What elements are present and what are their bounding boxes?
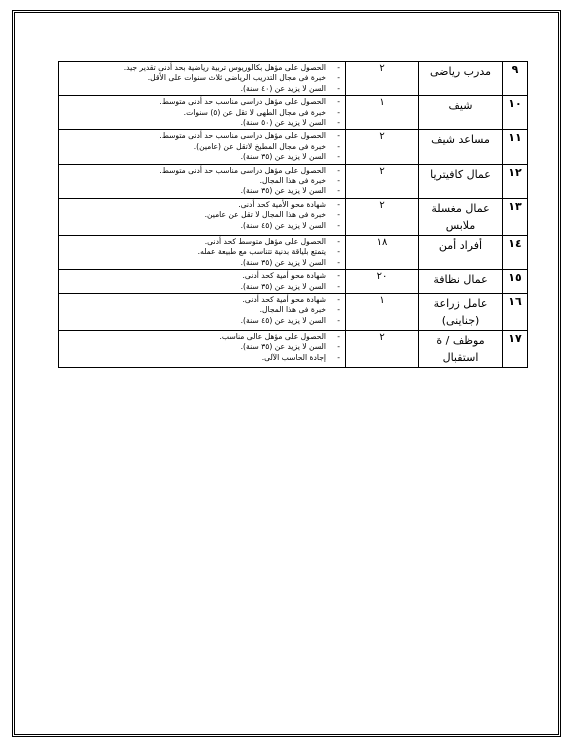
row-number: ١٥: [503, 270, 528, 294]
job-title: أفراد أمن: [419, 235, 503, 269]
requirement-item: - يتمتع بلياقة بدنية تتناسب مع طبيعة عمله.: [62, 247, 342, 257]
requirements-list: [62, 271, 342, 292]
requirements-cell: [59, 130, 346, 164]
job-title: مدرب رياضى: [419, 62, 503, 96]
requirements-list: [62, 332, 342, 363]
row-number: ١١: [503, 130, 528, 164]
requirement-item: - خبرة فى مجال الطهى لا تقل عن (٥) سنوات.: [62, 108, 342, 118]
row-number: ١٧: [503, 330, 528, 367]
job-title: مساعد شيف: [419, 130, 503, 164]
row-number: ١٠: [503, 96, 528, 130]
requirement-item: - السن لا يزيد عن (٤٠ سنة).: [62, 84, 342, 94]
requirements-list: [62, 131, 342, 162]
requirements-cell: [59, 235, 346, 269]
requirement-item: - الحصول على مؤهل بكالوريوس تربية رياضية بحد أدنى تقدير جيد.: [62, 63, 342, 73]
requirement-item: - السن لا يزيد عن (٤٥ سنة).: [62, 221, 342, 231]
requirement-item: - السن لا يزيد عن (٥٠ سنة).: [62, 118, 342, 128]
requirement-item: - السن لا يزيد عن (٣٥ سنة).: [62, 258, 342, 268]
requirements-cell: [59, 270, 346, 294]
requirement-item: - خبرة فى هذا المجال.: [62, 176, 342, 186]
requirement-item: - شهادة محو الأمية كحد أدنى.: [62, 200, 342, 210]
requirements-list: [62, 63, 342, 94]
requirement-item: - خبرة فى هذا المجال لا تقل عن عامين.: [62, 210, 342, 220]
requirements-cell: [59, 164, 346, 198]
table-row: [59, 62, 528, 96]
requirement-item: - خبرة فى مجال التدريب الرياضى ثلاث سنوات على الأقل.: [62, 73, 342, 83]
job-title: موظف / ة استقبال: [419, 330, 503, 367]
table-row: [59, 293, 528, 330]
row-number: ١٣: [503, 198, 528, 235]
requirements-list: [62, 237, 342, 268]
row-number: ١٦: [503, 293, 528, 330]
requirements-cell: [59, 330, 346, 367]
table-row: [59, 96, 528, 130]
job-title: شيف: [419, 96, 503, 130]
requirement-item: - الحصول على مؤهل دراسى مناسب حد أدنى متوسط.: [62, 97, 342, 107]
requirement-item: - خبرة فى هذا المجال.: [62, 305, 342, 315]
position-count: ٢: [346, 62, 419, 96]
requirements-cell: [59, 198, 346, 235]
row-number: ١٤: [503, 235, 528, 269]
requirement-item: - شهادة محو أمية كحد أدنى.: [62, 271, 342, 281]
requirement-item: - الحصول على مؤهل متوسط كحد أدنى.: [62, 237, 342, 247]
requirement-item: - السن لا يزيد عن (٣٥ سنة).: [62, 186, 342, 196]
position-count: ١: [346, 293, 419, 330]
requirement-item: - خبرة فى مجال المطبخ لاتقل عن (عامين).: [62, 142, 342, 152]
position-count: ٢٠: [346, 270, 419, 294]
requirement-item: - السن لا يزيد عن (٣٥ سنة).: [62, 342, 342, 352]
table-row: [59, 270, 528, 294]
requirements-cell: [59, 293, 346, 330]
position-count: ٢: [346, 164, 419, 198]
job-title: عمال نظافة: [419, 270, 503, 294]
table-row: [59, 164, 528, 198]
requirements-list: [62, 166, 342, 197]
requirement-item: - إجادة الحاسب الآلى.: [62, 353, 342, 363]
requirement-item: - الحصول على مؤهل دراسى مناسب حد أدنى متوسط.: [62, 166, 342, 176]
position-count: ٢: [346, 130, 419, 164]
requirements-list: [62, 295, 342, 326]
jobs-table: [58, 61, 528, 368]
position-count: ٢: [346, 198, 419, 235]
position-count: ١: [346, 96, 419, 130]
requirement-item: - السن لا يزيد عن (٤٥ سنة).: [62, 316, 342, 326]
table-row: [59, 198, 528, 235]
requirements-cell: [59, 62, 346, 96]
row-number: ٩: [503, 62, 528, 96]
position-count: ٢: [346, 330, 419, 367]
requirement-item: - السن لا يزيد عن (٣٥ سنة).: [62, 282, 342, 292]
table-row: [59, 330, 528, 367]
job-title: عامل زراعة (جناينى): [419, 293, 503, 330]
position-count: ١٨: [346, 235, 419, 269]
requirement-item: - شهادة محو أمية كحد أدنى.: [62, 295, 342, 305]
table-row: [59, 130, 528, 164]
requirements-list: [62, 97, 342, 128]
requirements-cell: [59, 96, 346, 130]
requirements-list: [62, 200, 342, 231]
requirement-item: - الحصول على مؤهل دراسى مناسب حد أدنى متوسط.: [62, 131, 342, 141]
job-title: عمال مغسلة ملابس: [419, 198, 503, 235]
row-number: ١٢: [503, 164, 528, 198]
table-row: [59, 235, 528, 269]
requirement-item: - الحصول على مؤهل عالى مناسب.: [62, 332, 342, 342]
requirement-item: - السن لا يزيد عن (٣٥ سنة).: [62, 152, 342, 162]
job-title: عمال كافيتريا: [419, 164, 503, 198]
